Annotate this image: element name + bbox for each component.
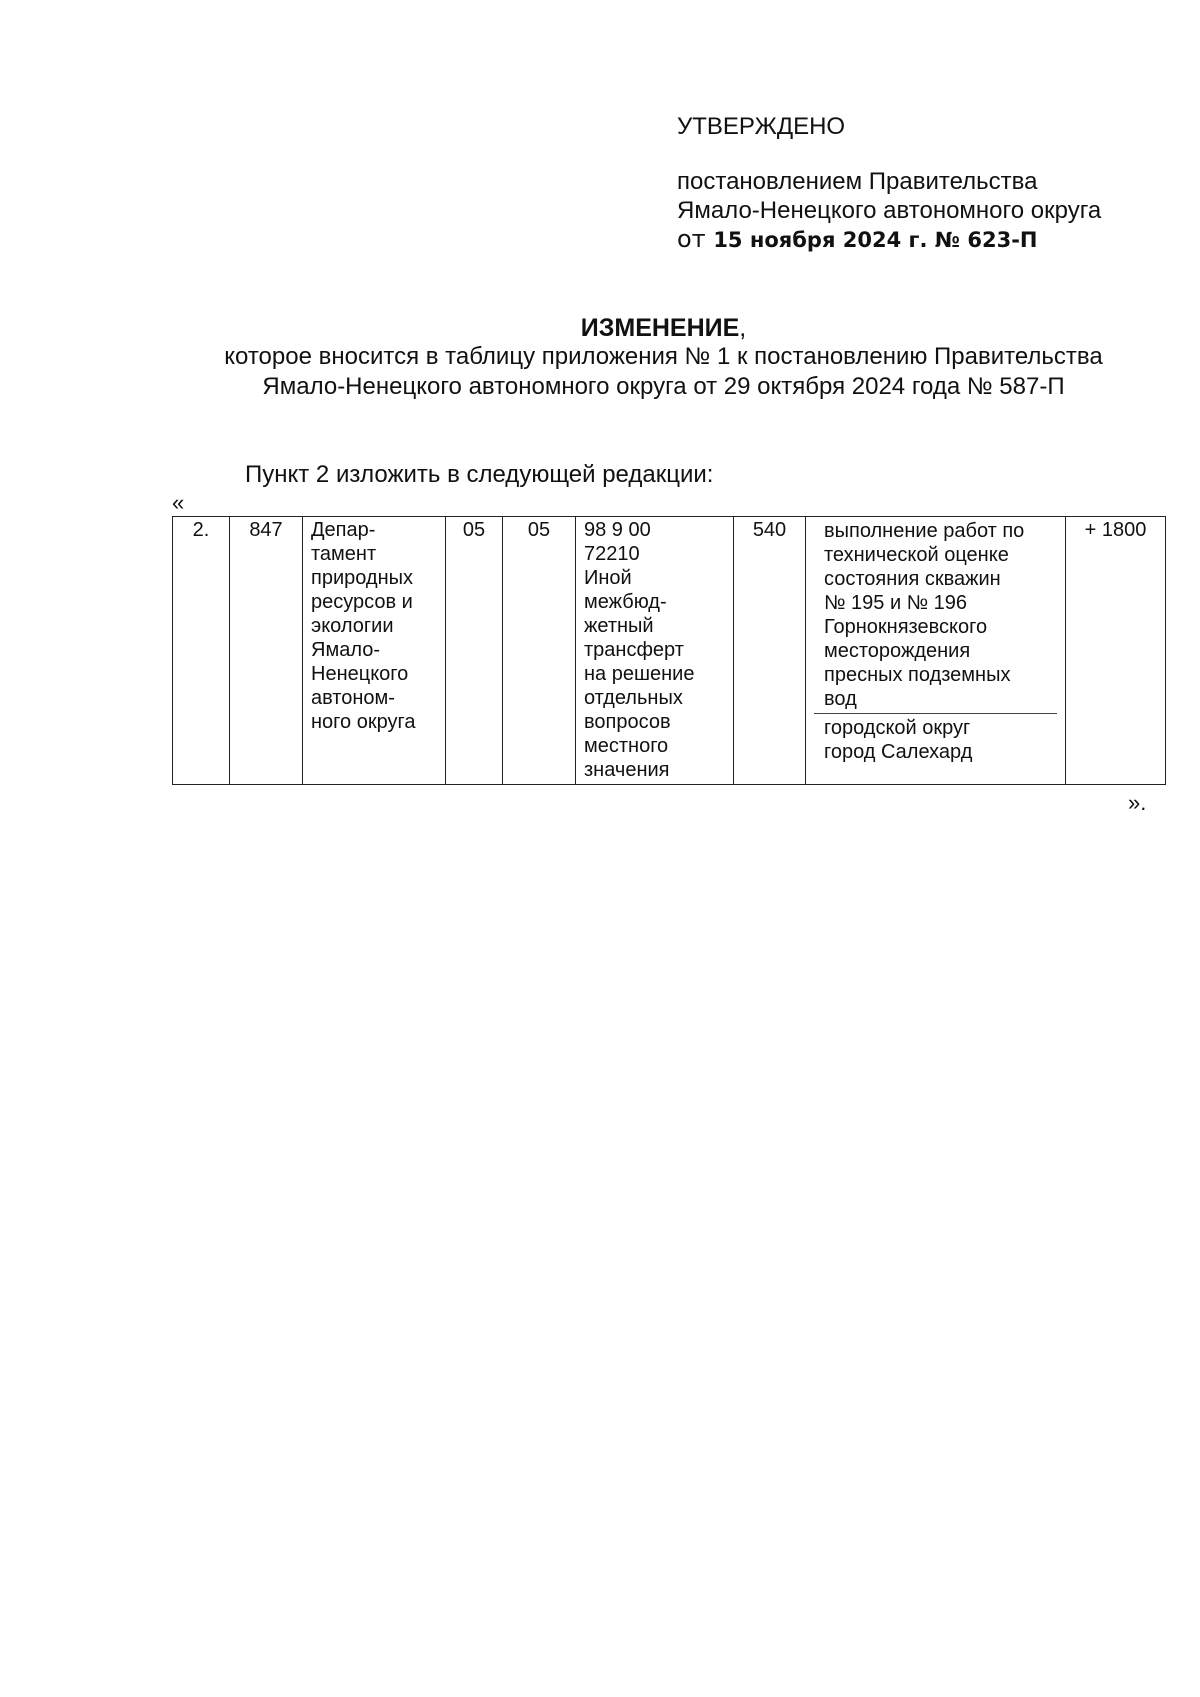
purpose-line: месторождения	[824, 640, 971, 662]
target-article-line: отдельных	[584, 687, 683, 709]
document-subtitle	[150, 342, 1177, 402]
target-article-line: жетный	[584, 615, 654, 637]
department-line: Ненецкого	[311, 663, 409, 685]
approval-date-value: 15 ноября 2024 г. № 623-П	[713, 228, 1038, 252]
cell-purpose	[806, 517, 1066, 785]
department-line: Депар-	[311, 519, 376, 541]
approval-block	[677, 112, 1157, 255]
document-heading	[0, 314, 1200, 343]
cell-department	[303, 517, 446, 785]
department-line: ного округа	[311, 711, 416, 733]
cell-ministry-code: 847	[230, 517, 303, 785]
target-article-line: 98 9 00	[584, 519, 651, 541]
approval-line-2: Ямало-Ненецкого автономного округа	[677, 197, 1102, 224]
recipient-block	[814, 714, 1057, 766]
target-article-line: трансферт	[584, 639, 684, 661]
amendment-table	[172, 516, 1166, 785]
approval-title: УТВЕРЖДЕНО	[677, 113, 846, 140]
recipient-line: городской округ	[824, 717, 971, 739]
table-row	[173, 517, 1166, 785]
target-article-line: межбюд-	[584, 591, 667, 613]
target-article-line: Иной	[584, 567, 632, 589]
approval-line-1: постановлением Правительства	[677, 168, 1038, 195]
department-line: природных	[311, 567, 414, 589]
recipient-line: город Салехард	[824, 741, 973, 763]
target-article-line: значения	[584, 759, 670, 781]
intro-text: Пункт 2 изложить в следующей редакции:	[245, 461, 714, 488]
target-article-line: 72210	[584, 543, 640, 565]
purpose-line: вод	[824, 688, 857, 710]
target-article-line: местного	[584, 735, 669, 757]
heading-text: ИЗМЕНЕНИЕ	[580, 314, 740, 342]
cell-amount: + 1800	[1066, 517, 1166, 785]
cell-row-number: 2.	[173, 517, 230, 785]
heading-punct: ,	[739, 314, 747, 342]
department-line: ресурсов и	[311, 591, 413, 613]
department-line: автоном-	[311, 687, 395, 709]
opening-quote: «	[172, 490, 185, 515]
purpose-line: пресных подземных	[824, 664, 1011, 686]
purpose-line: технической оценке	[824, 544, 1009, 566]
department-line: Ямало-	[311, 639, 380, 661]
subtitle-line-2: Ямало-Ненецкого автономного округа от 29 октября 2024 года № 587-П	[262, 373, 1065, 400]
approval-date-prefix: от	[677, 225, 706, 253]
cell-subsection: 05	[503, 517, 576, 785]
target-article-line: на решение	[584, 663, 695, 685]
department-line: тамент	[311, 543, 377, 565]
approval-date-line	[677, 225, 1157, 255]
closing-quote: ».	[1128, 790, 1147, 815]
purpose-line: выполнение работ по	[824, 520, 1025, 542]
department-line: экологии	[311, 615, 394, 637]
cell-expense-type: 540	[734, 517, 806, 785]
subtitle-line-1: которое вносится в таблицу приложения № 1 к постановлению Правительства	[224, 343, 1103, 370]
purpose-line: состояния скважин	[824, 568, 1001, 590]
purpose-line: № 195 и № 196	[824, 592, 968, 614]
cell-target-article	[576, 517, 734, 785]
cell-section: 05	[446, 517, 503, 785]
purpose-block	[814, 518, 1057, 714]
purpose-line: Горнокнязевского	[824, 616, 988, 638]
target-article-line: вопросов	[584, 711, 671, 733]
